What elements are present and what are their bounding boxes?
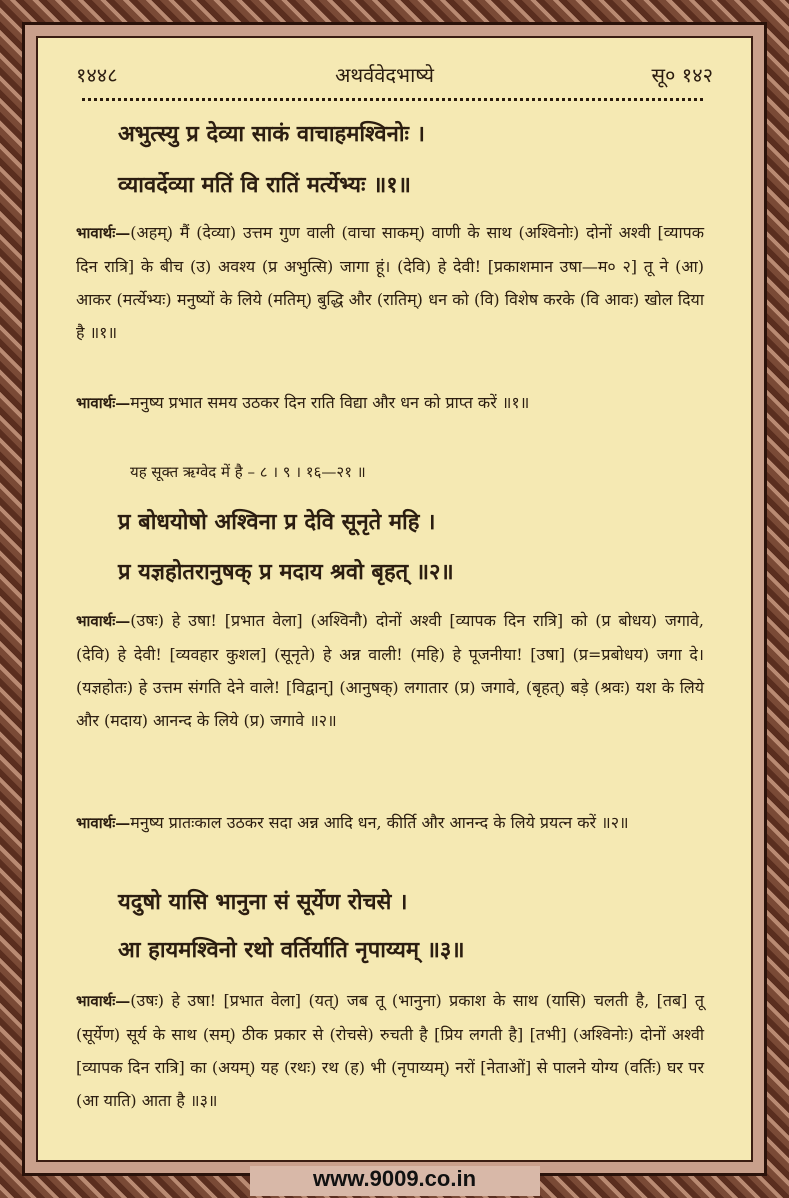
bhavarth-text: (उषः) हे उषा! [प्रभात वेला] (अश्विनौ) दोनों अश्वी [व्यापक दिन रात्रि] को (प्र बोधय) जगावे, (देवि) हे देवी! [व्यवहार कुशल] (सूनृते) हे अन्न वाली! (महि) हे पूजनीया! [उषा] (प्र=प्रबोधय) जगा दे। (यज्ञहोतः) हे उत्तम संगति देने वाले! [विद्वान्] (आनुषक्) लगातार (प्र) जगावे, (बृहत्) बड़े (श्रवः) यश के लिये और (मदाय) आनन्द के लिये (प्र) जगावे ॥२॥: [76, 611, 704, 730]
bhavarth-text: (उषः) हे उषा! [प्रभात वेला] (यत्) जब तू (भानुना) प्रकाश के साथ (यासि) चलती है, [तब] तू (सूर्येण) सूर्य के साथ (सम्) ठीक प्रकार से (रोचसे) रुचती है [प्रिय लगती है] [तभी] (अश्विनोः) दोनों अश्वी [व्यापक दिन रात्रि] का (अयम्) यह (रथः) रथ (ह) भी (नृपाय्यम्) नरों [नेताओं] से पालने योग्य (वर्तिः) घर पर (आ याति) आता है ॥३॥: [76, 991, 704, 1110]
sukta-number: सू० १४२: [651, 62, 713, 87]
bhavarth-label: भावार्थः—: [76, 814, 131, 832]
bhavarth-label: भावार्थः—: [76, 224, 131, 242]
bhavarth-text: मनुष्य प्रातःकाल उठकर सदा अन्न आदि धन, कीर्ति और आनन्द के लिये प्रयत्न करें ॥२॥: [130, 813, 629, 832]
page-number: १४४८: [76, 62, 118, 87]
bhavarth-2: [76, 604, 704, 737]
bhavarth-3: [76, 984, 704, 1117]
bhavarth-label: भावार्थः—: [76, 394, 131, 412]
rigveda-reference: यह सूक्त ऋग्वेद में है – ८ । ९ । १६—२१ ॥: [130, 463, 366, 481]
mantra-2-line-2: प्र यज्ञहोतरानुषक् प्र मदाय श्रवो बृहत् ॥२॥: [118, 559, 454, 585]
mantra-2-line-1: प्र बोधयोषो अश्विना प्र देवि सूनृते महि ।: [118, 509, 436, 535]
bhavarth-text: (अहम्) मैं (देव्या) उत्तम गुण वाली (वाचा साकम्) वाणी के साथ (अश्विनोः) दोनों अश्वी [व्यापक दिन रात्रि] के बीच (उ) अवश्य (प्र अभुत्सि) जागा हूं। (देवि) हे देवी! [प्रकाशमान उषा—म० २] तू ने (आ) आकर (मर्त्येभ्यः) मनुष्यों के लिये (मतिम्) बुद्धि और (रातिम्) धन को (वि) विशेष करके (वि आवः) खोल दिया है ॥१॥: [76, 223, 704, 342]
bhavarth-text: मनुष्य प्रभात समय उठकर दिन राति विद्या और धन को प्राप्त करें ॥१॥: [130, 393, 530, 412]
scanned-page: [36, 36, 753, 1162]
bhavarth-1: [76, 216, 704, 349]
mantra-1-line-2: व्यावर्देव्या मतिं वि रातिं मर्त्येभ्यः ॥१॥: [118, 172, 411, 198]
bhavarth-label: भावार्थः—: [76, 992, 131, 1010]
bhavarth-1-summary: [76, 386, 704, 420]
page-title: अथर्ववेदभाष्ये: [335, 62, 434, 87]
mantra-3-line-1: यदुषो यासि भानुना सं सूर्येण रोचसे ।: [118, 889, 408, 915]
mantra-3-line-2: आ हायमश्विनो रथो वर्तिर्याति नृपाय्यम् ॥३॥: [118, 937, 465, 963]
page-header: [76, 56, 713, 92]
bhavarth-2-summary: [76, 806, 704, 840]
bhavarth-label: भावार्थः—: [76, 612, 131, 630]
mantra-1-line-1: अभुत्स्यु प्र देव्या साकं वाचाहमश्विनोः ।: [118, 121, 425, 147]
header-divider: [82, 98, 703, 101]
website-watermark[interactable]: www.9009.co.in: [312, 1166, 477, 1191]
